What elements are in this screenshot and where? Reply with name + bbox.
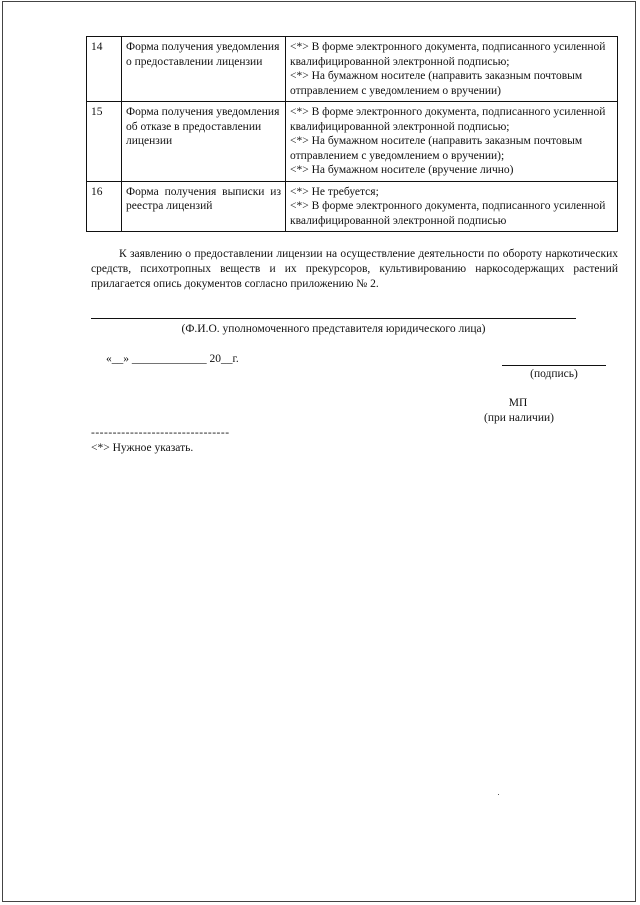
- row-options: [286, 102, 618, 182]
- option-text: <*> В форме электронного документа, подписанного усиленной квалифицированной электронной подписью: [290, 200, 606, 227]
- date-line: «__» _____________ 20__г.: [106, 353, 239, 365]
- table-row: [87, 181, 618, 232]
- fio-caption: (Ф.И.О. уполномоченного представителя юридического лица): [181, 323, 486, 335]
- signature-caption: (подпись): [530, 368, 578, 380]
- footnote-text: <*> Нужное указать.: [91, 442, 194, 454]
- row-number: 16: [87, 181, 122, 232]
- option-text: <*> На бумажном носителе (направить заказным почтовым отправлением с уведомлением о вручении): [290, 70, 583, 97]
- stamp-place-caption: (при наличии): [484, 412, 554, 424]
- row-number: 15: [87, 102, 122, 182]
- scan-speck: [498, 794, 499, 795]
- row-number: 14: [87, 37, 122, 102]
- option-text: <*> В форме электронного документа, подписанного усиленной квалифицированной электронной подписью;: [290, 41, 606, 68]
- license-options-table: [86, 36, 618, 232]
- footnote-separator: --------------------------------: [91, 427, 230, 439]
- row-title: Форма получения выписки из реестра лицензий: [122, 181, 286, 232]
- row-title: Форма получения уведомления об отказе в предоставлении лицензии: [122, 102, 286, 182]
- fio-signature-line: [91, 318, 576, 319]
- signature-line: [502, 365, 606, 366]
- option-text: <*> Не требуется;: [290, 185, 379, 198]
- attachment-paragraph: [91, 247, 618, 292]
- paragraph-text: К заявлению о предоставлении лицензии на осуществление деятельности по обороту наркотических средств, психотропных веществ и их прекурсоров, культивированию наркосодержащих растений прилагается опись документов согласно приложению № 2.: [91, 248, 618, 290]
- stamp-place-label: МП: [508, 397, 528, 409]
- row-options: [286, 181, 618, 232]
- option-text: <*> На бумажном носителе (вручение лично): [290, 164, 514, 176]
- option-text: <*> В форме электронного документа, подписанного усиленной квалифицированной электронной подписью;: [290, 106, 606, 133]
- table-row: [87, 37, 618, 102]
- table-row: [87, 102, 618, 182]
- row-options: [286, 37, 618, 102]
- row-title: Форма получения уведомления о предоставлении лицензии: [122, 37, 286, 102]
- option-text: <*> На бумажном носителе (направить заказным почтовым отправлением с уведомлением о вручении);: [290, 135, 583, 162]
